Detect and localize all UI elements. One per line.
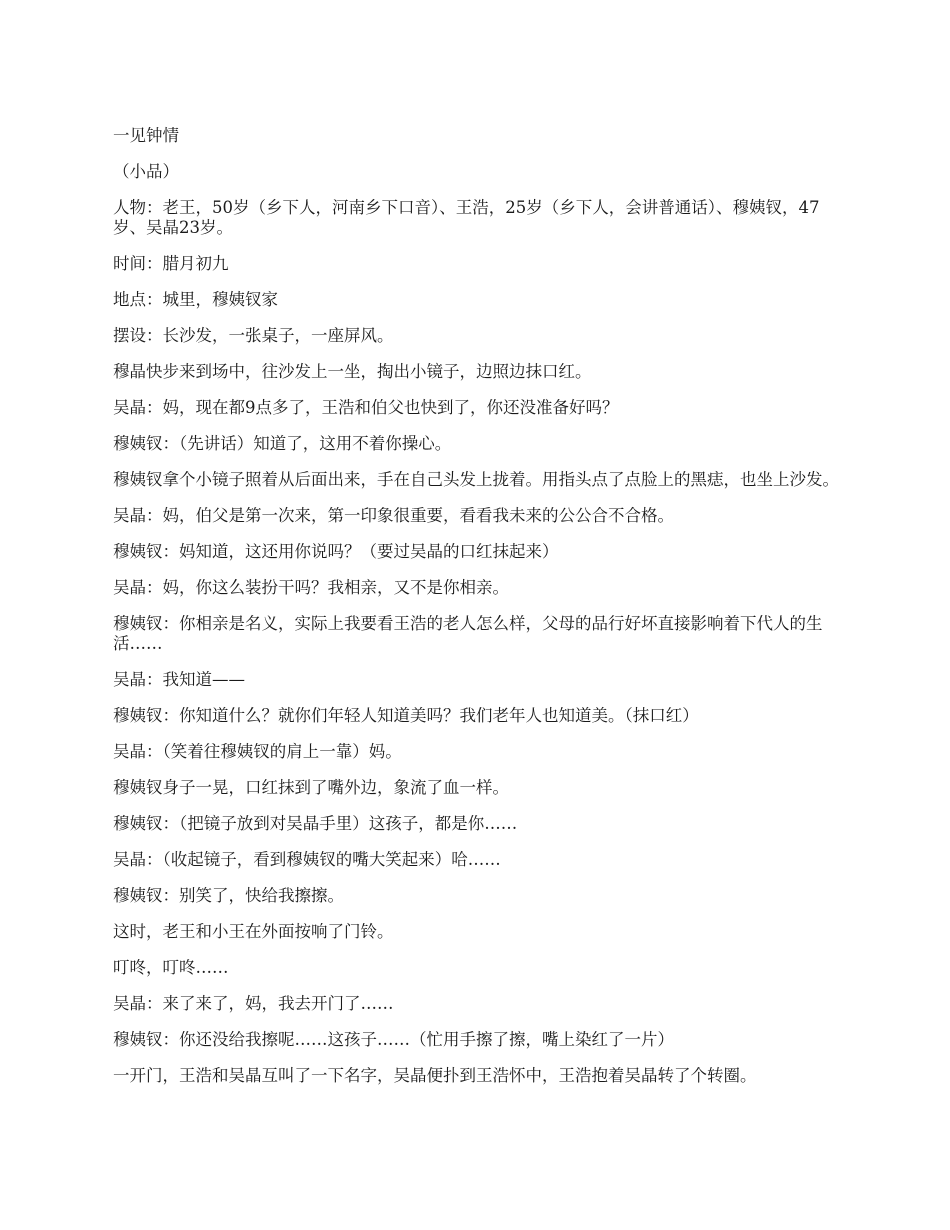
paragraph: 穆姨钗：你还没给我擦呢……这孩子……（忙用手擦了擦，嘴上染红了一片）	[113, 1030, 674, 1049]
paragraph: 穆晶快步来到场中，往沙发上一坐，掏出小镜子，边照边抹口红。	[113, 362, 592, 381]
document-title: 一见钟情	[113, 126, 179, 145]
paragraph: 吴晶：我知道——	[113, 670, 245, 689]
paragraph: 吴晶：妈，伯父是第一次来，第一印象很重要，看看我未来的公公合不合格。	[113, 506, 674, 525]
document-genre: （小品）	[113, 162, 179, 181]
paragraph: 吴晶：来了来了，妈，我去开门了……	[113, 994, 394, 1013]
paragraph: 叮咚，叮咚……	[113, 958, 229, 977]
paragraph: 穆姨钗：你知道什么？就你们年轻人知道美吗？我们老年人也知道美。（抹口红）	[113, 706, 699, 725]
paragraph: 时间：腊月初九	[113, 254, 229, 273]
paragraph: 一开门，王浩和吴晶互叫了一下名字，吴晶便扑到王浩怀中，王浩抱着吴晶转了个转圈。	[113, 1066, 757, 1085]
paragraph: 吴晶：（收起镜子，看到穆姨钗的嘴大笑起来）哈……	[113, 850, 501, 869]
document-page	[113, 126, 843, 1102]
paragraph: 穆姨钗：（把镜子放到对吴晶手里）这孩子，都是你……	[113, 814, 518, 833]
paragraph: 穆姨钗拿个小镜子照着从后面出来，手在自己头发上拢着。用指头点了点脸上的黑痣，也坐上沙发。	[113, 470, 839, 489]
paragraph: 穆姨钗：妈知道，这还用你说吗？（要过吴晶的口红抹起来）	[113, 542, 559, 561]
paragraph: 地点：城里，穆姨钗家	[113, 290, 278, 309]
paragraph: 穆姨钗身子一晃，口红抹到了嘴外边，象流了血一样。	[113, 778, 509, 797]
paragraph: 这时，老王和小王在外面按响了门铃。	[113, 922, 394, 941]
paragraph: 穆姨钗：（先讲话）知道了，这用不着你操心。	[113, 434, 452, 453]
paragraph: 穆姨钗：别笑了，快给我擦擦。	[113, 886, 344, 905]
paragraph: 吴晶：妈，现在都9点多了，王浩和伯父也快到了，你还没准备好吗？	[113, 398, 619, 417]
paragraph: 摆设：长沙发，一张桌子，一座屏风。	[113, 326, 394, 345]
paragraph: 吴晶：（笑着往穆姨钗的肩上一靠）妈。	[113, 742, 402, 761]
paragraph: 穆姨钗：你相亲是名义，实际上我要看王浩的老人怎么样，父母的品行好坏直接影响着下代人的生活……	[113, 614, 823, 653]
paragraph: 吴晶：妈，你这么装扮干吗？我相亲，又不是你相亲。	[113, 578, 509, 597]
paragraph: 人物：老王，50岁（乡下人，河南乡下口音）、王浩，25岁（乡下人，会讲普通话）、穆姨钗，47岁、吴晶23岁。	[113, 198, 820, 237]
